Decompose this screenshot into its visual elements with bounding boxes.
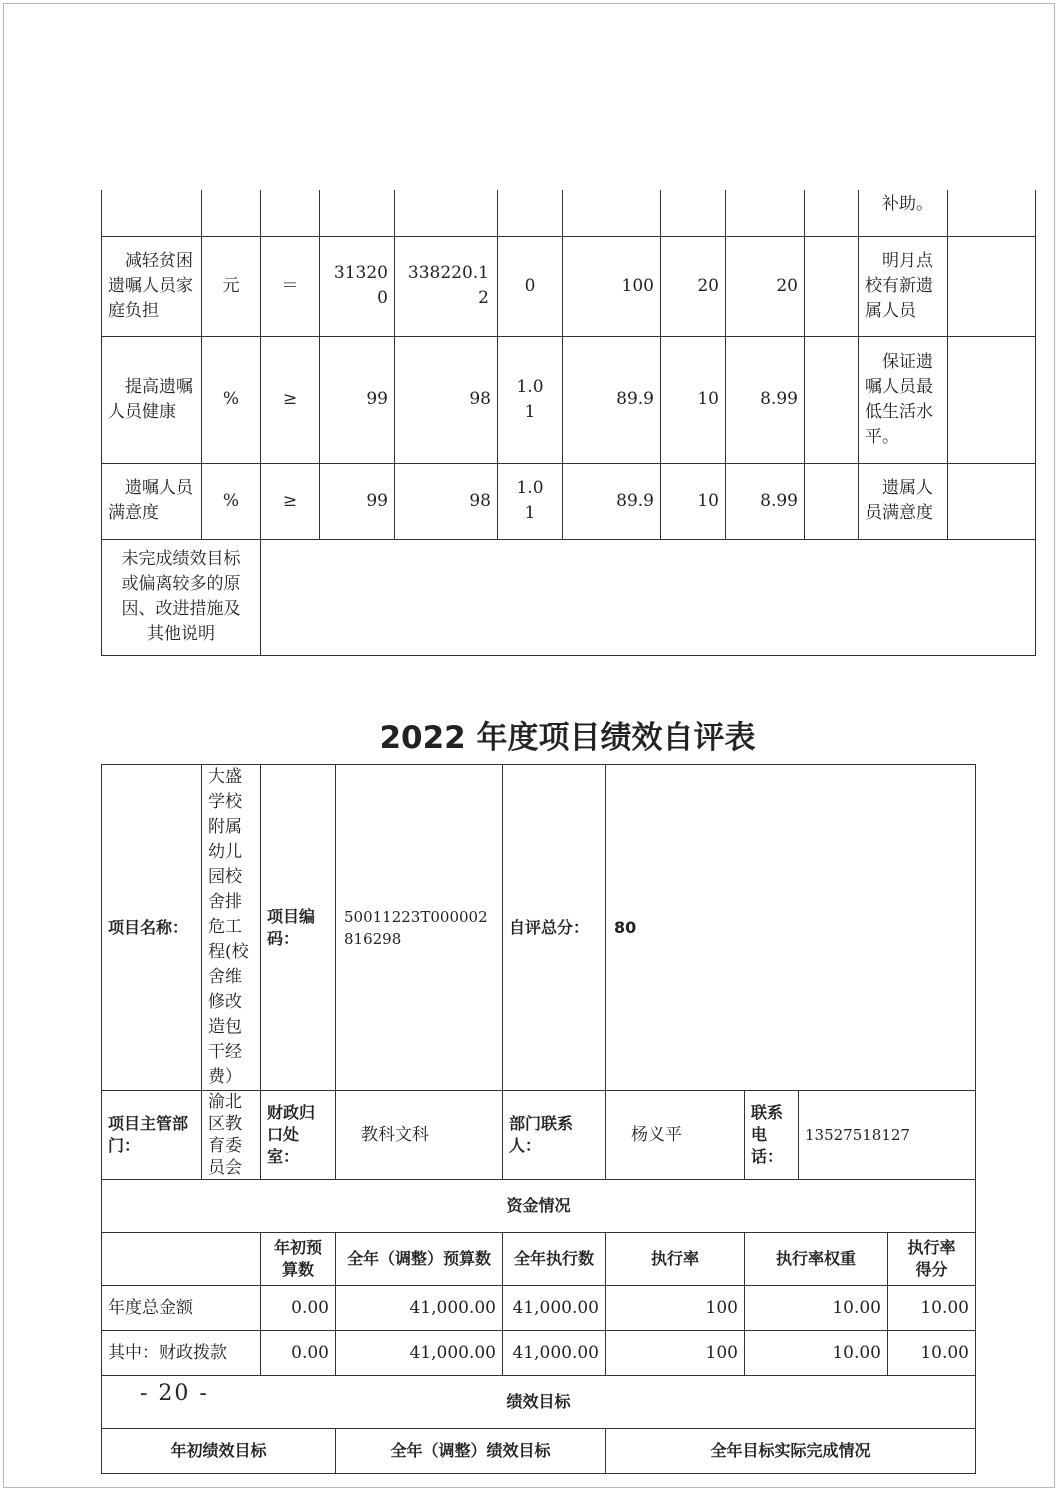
table-row [102, 1331, 976, 1376]
operator-cell [261, 190, 320, 236]
indicator-cell: 减轻贫困遗嘱人员家庭负担 [102, 236, 202, 336]
table-row [102, 1180, 976, 1233]
table-row [102, 1091, 976, 1180]
project-name-label: 项目名称： [102, 765, 202, 1091]
finance-office-label: 财政归口处室： [261, 1091, 336, 1180]
funds-header-executed: 全年执行数 [503, 1233, 606, 1286]
indicator-cell: 遗嘱人员满意度 [102, 463, 202, 539]
target-cell: 99 [320, 336, 395, 463]
project-evaluation-table [101, 764, 976, 1474]
page-number: - 20 - [140, 1381, 209, 1406]
score-cell: 8.99 [726, 463, 805, 539]
weight-cell: 10 [661, 463, 726, 539]
operator-cell: ＝ [261, 236, 320, 336]
operator-cell: ≥ [261, 463, 320, 539]
funds-rate-score-value: 10.00 [888, 1286, 976, 1331]
score-cell: 8.99 [726, 336, 805, 463]
table-row [102, 336, 1036, 463]
project-name-value: 大盛学校附属幼儿园校舍排危工程(校舍维修改造包干经费） [202, 765, 261, 1091]
actual-cell: 338220.12 [395, 236, 498, 336]
indicator-cell: 提高遗嘱人员健康 [102, 336, 202, 463]
project-code-value: 50011223T000002816298 [336, 765, 503, 1091]
funds-row-label: 其中：财政拨款 [102, 1331, 261, 1376]
project-code-label: 项目编码： [261, 765, 336, 1091]
score-cell [726, 190, 805, 236]
score-rate-cell [563, 190, 661, 236]
self-score-label: 自评总分： [503, 765, 606, 1091]
funds-exec-rate-value: 100 [606, 1331, 745, 1376]
remark-cell: 遗属人员满意度 [859, 463, 948, 539]
remark-cell: 补助。 [859, 190, 948, 236]
rate-cell [498, 190, 563, 236]
funds-rate-weight-value: 10.00 [745, 1286, 888, 1331]
deduction-cell [805, 463, 859, 539]
explanation-value [261, 539, 1036, 655]
unit-cell [202, 190, 261, 236]
blank-cell [948, 336, 1036, 463]
goals-header-adjusted: 全年（调整）绩效目标 [336, 1429, 606, 1474]
funds-initial-budget-value: 0.00 [261, 1331, 336, 1376]
funds-rate-weight-value: 10.00 [745, 1331, 888, 1376]
funds-rate-score-value: 10.00 [888, 1331, 976, 1376]
unit-cell: % [202, 463, 261, 539]
contact-label: 部门联系人： [503, 1091, 606, 1180]
weight-cell: 20 [661, 236, 726, 336]
funds-header-blank [102, 1233, 261, 1286]
remark-cell: 明月点校有新遗属人员 [859, 236, 948, 336]
actual-cell [395, 190, 498, 236]
deduction-cell [805, 190, 859, 236]
score-rate-cell: 100 [563, 236, 661, 336]
phone-value: 13527518127 [799, 1091, 976, 1180]
phone-label: 联系电话： [745, 1091, 799, 1180]
score-cell: 20 [726, 236, 805, 336]
goals-header-actual: 全年目标实际完成情况 [606, 1429, 976, 1474]
self-score-value: 80 [606, 765, 976, 1091]
rate-cell: 1.01 [498, 336, 563, 463]
funds-header-rate-weight: 执行率权重 [745, 1233, 888, 1286]
funds-exec-rate-value: 100 [606, 1286, 745, 1331]
table-row [102, 190, 1036, 236]
target-cell: 313200 [320, 236, 395, 336]
table-row [102, 1376, 976, 1429]
remark-cell: 保证遗嘱人员最低生活水平。 [859, 336, 948, 463]
actual-cell: 98 [395, 463, 498, 539]
table-row [102, 236, 1036, 336]
table-row [102, 1286, 976, 1331]
table-row [102, 1429, 976, 1474]
deduction-cell [805, 236, 859, 336]
funds-header-rate-score: 执行率得分 [888, 1233, 976, 1286]
weight-cell [661, 190, 726, 236]
unit-cell: 元 [202, 236, 261, 336]
continued-indicator-table [101, 190, 1036, 656]
funds-header-adjusted-budget: 全年（调整）预算数 [336, 1233, 503, 1286]
blank-cell [948, 190, 1036, 236]
score-rate-cell: 89.9 [563, 336, 661, 463]
table-row [102, 765, 976, 1091]
rate-cell: 0 [498, 236, 563, 336]
target-cell: 99 [320, 463, 395, 539]
table-row [102, 1233, 976, 1286]
table-row [102, 539, 1036, 655]
operator-cell: ≥ [261, 336, 320, 463]
blank-cell [948, 463, 1036, 539]
funds-section-title: 资金情况 [102, 1180, 976, 1233]
indicator-cell [102, 190, 202, 236]
weight-cell: 10 [661, 336, 726, 463]
dept-value: 渝北区教育委员会 [202, 1091, 261, 1180]
page-title: 2022 年度项目绩效自评表 [379, 720, 756, 756]
dept-label: 项目主管部门： [102, 1091, 202, 1180]
funds-executed-value: 41,000.00 [503, 1331, 606, 1376]
funds-initial-budget-value: 0.00 [261, 1286, 336, 1331]
deduction-cell [805, 336, 859, 463]
target-cell [320, 190, 395, 236]
contact-value: 杨义平 [606, 1091, 745, 1180]
blank-cell [948, 236, 1036, 336]
unit-cell: % [202, 336, 261, 463]
finance-office-value: 教科文科 [336, 1091, 503, 1180]
table-row [102, 463, 1036, 539]
goals-header-initial: 年初绩效目标 [102, 1429, 336, 1474]
funds-header-exec-rate: 执行率 [606, 1233, 745, 1286]
rate-cell: 1.01 [498, 463, 563, 539]
score-rate-cell: 89.9 [563, 463, 661, 539]
goals-section-title: 绩效目标 [102, 1376, 976, 1429]
funds-adjusted-budget-value: 41,000.00 [336, 1286, 503, 1331]
actual-cell: 98 [395, 336, 498, 463]
funds-header-initial-budget: 年初预算数 [261, 1233, 336, 1286]
funds-row-label: 年度总金额 [102, 1286, 261, 1331]
funds-adjusted-budget-value: 41,000.00 [336, 1331, 503, 1376]
explanation-label: 未完成绩效目标或偏离较多的原因、改进措施及其他说明 [102, 539, 261, 655]
funds-executed-value: 41,000.00 [503, 1286, 606, 1331]
